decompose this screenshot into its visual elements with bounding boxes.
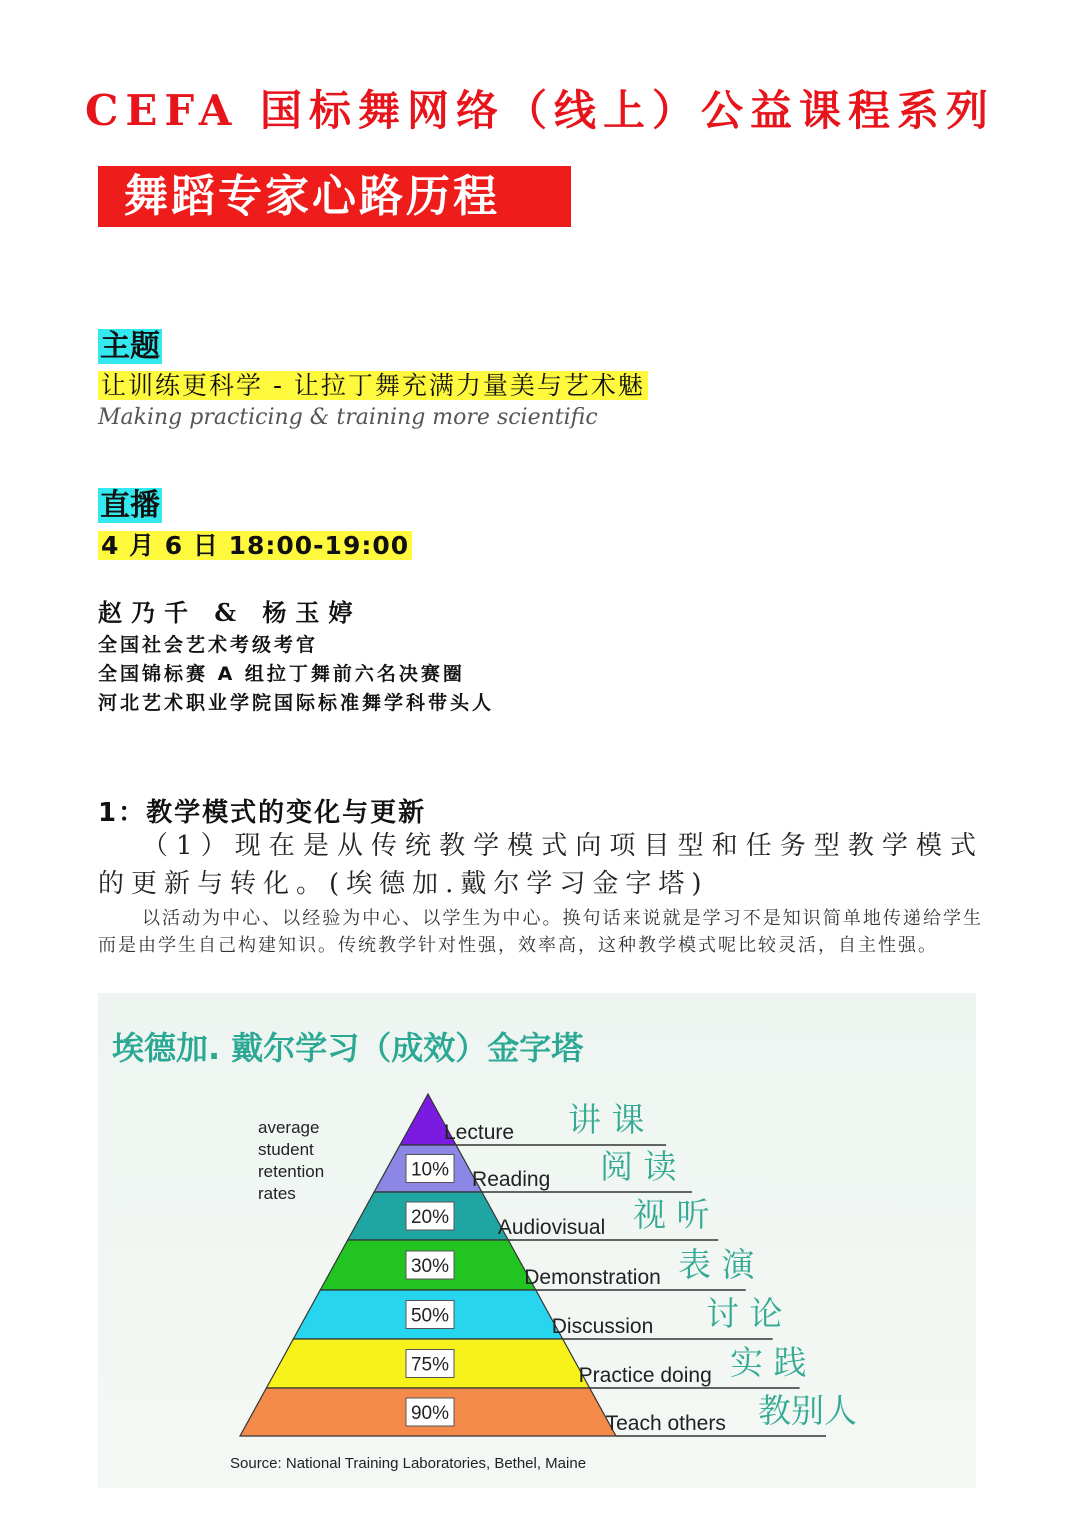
percent-label: 30%	[410, 1256, 450, 1277]
level-label-en: Teach others	[605, 1412, 726, 1435]
learning-pyramid-figure	[98, 993, 976, 1488]
level-label-en: Lecture	[444, 1121, 515, 1144]
theme-title-en: Making practicing & training more scientific	[98, 405, 598, 430]
percent-label: 20%	[410, 1207, 450, 1228]
percent-label: 50%	[410, 1305, 450, 1327]
level-label-cn: 实 践	[730, 1343, 807, 1382]
side-label-line: student	[258, 1140, 314, 1159]
pyramid-title: 埃德加. 戴尔学习（成效）金字塔	[112, 1029, 584, 1067]
live-datetime: 4 月 6 日 18:00-19:00	[98, 531, 412, 560]
series-banner: 舞蹈专家心路历程	[98, 166, 571, 227]
percent-label: 90%	[410, 1403, 450, 1424]
credential-1: 全国社会艺术考级考官	[98, 634, 319, 656]
level-label-en: Demonstration	[524, 1266, 661, 1289]
source-note: Source: National Training Laboratories, Bethel, Maine	[230, 1455, 587, 1472]
speaker-names: 赵乃千 & 杨玉婷	[98, 598, 362, 627]
level-label-cn: 视 听	[633, 1195, 710, 1234]
theme-title-cn: 让训练更科学 - 让拉丁舞充满力量美与艺术魅	[98, 371, 648, 400]
retention-rate-label	[258, 1118, 324, 1203]
level-label-cn: 表 演	[678, 1245, 755, 1284]
percent-label: 10%	[410, 1159, 450, 1181]
level-label-cn: 讲 课	[568, 1100, 645, 1139]
level-label-en: Discussion	[551, 1315, 654, 1338]
learning-pyramid-svg	[98, 993, 976, 1488]
theme-tag: 主题	[100, 329, 160, 364]
paragraph-main: （1）现在是从传统教学模式向项目型和任务型教学模式的更新与转化。(埃德加.戴尔学习金字塔)	[98, 831, 983, 899]
credential-3: 河北艺术职业学院国际标准舞学科带头人	[98, 692, 495, 714]
paragraph-detail: 以活动为中心、以经验为中心、以学生为中心。换句话来说就是学习不是知识简单地传递给学生而是由学生自己构建知识。传统教学针对性强，效率高，这种教学模式呢比较灵活，自主性强。	[98, 908, 983, 956]
live-tag: 直播	[100, 488, 160, 523]
level-label-en: Practice doing	[578, 1364, 712, 1387]
level-label-cn: 教别人	[758, 1391, 857, 1430]
side-label-line: average	[258, 1118, 320, 1137]
side-label-line: rates	[258, 1184, 296, 1203]
level-label-en: Audiovisual	[497, 1216, 606, 1239]
page-title: CEFA 国标舞网络（线上）公益课程系列	[84, 86, 995, 135]
level-label-cn: 阅 读	[600, 1147, 677, 1186]
level-label-cn: 讨 论	[706, 1294, 783, 1333]
side-label-line: retention	[258, 1162, 325, 1181]
section-heading: 1：教学模式的变化与更新	[98, 798, 427, 828]
percent-label: 75%	[410, 1354, 450, 1376]
level-label-en: Reading	[472, 1168, 551, 1191]
credential-2: 全国锦标赛 A 组拉丁舞前六名决赛圈	[98, 663, 465, 685]
